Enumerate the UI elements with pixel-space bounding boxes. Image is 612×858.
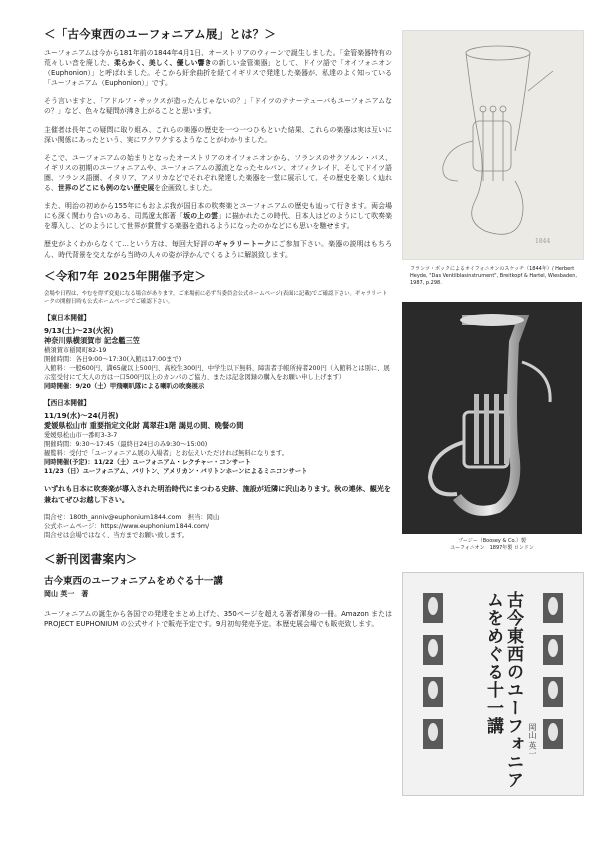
caption-line: ブージー（Boosey & Co.）製 [457, 537, 527, 544]
text: 」に描かれたこの時代、日本人はどのようにして吹奏楽を導入し、どのようにして世界が賞賛する楽器を造れるようになったのかなどにも思いを馳せます。 [44, 212, 393, 231]
about-heading: ＜「古今東西のユーフォニアム展」とは？＞ [44, 27, 277, 41]
west-line: 観覧料：受付で「ユーフォニアム展の入場者」とお伝えいただければ無料になります。 [44, 450, 289, 457]
book-cover-image [402, 572, 584, 796]
emphasis: 坂の上の雲 [183, 212, 219, 221]
about-paragraph-1 [44, 48, 392, 88]
contact-block [44, 513, 392, 541]
right-column [402, 30, 582, 796]
about-paragraph-2: そう言いますと、「アドルフ・サックスが造ったんじゃないの？」「ドイツのテナーテューバもユーフォニアムなの？」など、色々な疑問が沸き上がることと思います。 [44, 97, 392, 116]
about-paragraph-5 [44, 201, 392, 231]
east-line: 開催時間：各日9:00〜17:30(入館は17:00まで) [44, 356, 182, 363]
west-venue: 愛媛県松山市 重要指定文化財 萬翠荘1階 謁見の間、晩餐の間 [44, 421, 244, 430]
west-label: 【西日本開催】 [44, 399, 91, 407]
west-line: 愛媛県松山市一番町3-3-7 [44, 432, 118, 439]
text: にご参加下さい。楽器の説明はもちろん、時代背景を交えながら当時の人々の姿が浮かんでくるように解説致します。 [44, 240, 393, 259]
book-description: ユーフォニアムの誕生から各国での発達をまとめ上げた、350ページを超える著者渾身の一冊。Amazon または PROJECT EUPHONIUM の公式サイトで販売予定です。9月初旬発売予定。本歴史展会場でも販売致します。 [44, 609, 392, 628]
west-line: 開催時間：9:30〜17:45（最終日24日のみ9:30〜15:00) [44, 441, 208, 448]
schedule-heading: ＜令和7年 2025年開催予定＞ [44, 268, 207, 283]
about-paragraph-6 [44, 239, 392, 259]
boosey-euphonion-photo [402, 302, 582, 534]
west-concurrent: 同時開催(予定)：11/22（土）ユーフォニアム・レクチャー・コンサート [44, 459, 251, 466]
contact-line: 問合せは会場ではなく、当方までお願い致します。 [44, 532, 189, 540]
about-paragraph-3: 主催者は長年この疑問に取り組み、これらの楽器の歴史を一つ一つひもといた結果、これらの楽器は実は互いに深い関係にあったという、実にワクワクするようなことがわかりました。 [44, 125, 392, 144]
sketch-caption: フランツ・ボックによるオイフォニオンのスケッチ（1844年）/ Herbert Heyde, "Das Ventilblasinstrument", Breitkopf & Hartel, Wiesbaden, 1987, p.298. [410, 266, 578, 287]
photo-caption [402, 538, 582, 552]
schedule-note: 会場や日程は、やむを得ず変更になる場合があります。ご来場前に必ず当委員会公式ホームページ(表面に記載)でご確認下さい。ギャラリートークの開催日時も公式ホームページでご確認下さい。 [44, 290, 388, 305]
east-line: 横須賀市稲岡町82-19 [44, 347, 107, 354]
west-date: 11/19(水)〜24(月祝) [44, 411, 119, 420]
text: 歴史がよくわからなくて…という方は、毎回大好評の [44, 240, 215, 249]
east-line: 入館料：一般600円、満65歳以上500円、高校生300円、中学生以下無料、障害者手帳所持者200円（入館料とは別に、展示室受付にて大人の方は一口500円以上のカンパのご協力、または記念図録の購入をお願い申し上げます） [44, 365, 390, 381]
east-label: 【東日本開催】 [44, 314, 91, 322]
caption-line: ユーフォニオン 1897年製 ロンドン [450, 544, 534, 551]
text: ユーフォニアムは今から181年前の1844年4月1日、オーストリアのウィーンで誕生しました。「金管楽器特有の荒々しい音を廃した、 [44, 49, 392, 68]
books-heading: ＜新刊図書案内＞ [44, 551, 138, 566]
text: そこで、ユーフォニアムの始まりとなったオーストリアのオイフォニオンから、フランスのサクソルン・バス、イギリスの初期のユーフォニアムや、ユーフォニアムの源流となったセルパン、オフィクレイド、そしてドイツ語圏、フランス語圏、イタリア、アメリカなどでそれぞれ発達した楽器を一堂に展示して、その歴史を楽しく辿れる、 [44, 153, 392, 193]
east-concurrent: 同時開催：9/20（土）甲飛喇叭隊による喇叭の吹奏展示 [44, 383, 205, 390]
book-author: 岡山 英一 著 [44, 588, 89, 598]
left-column [44, 26, 392, 637]
emphasis: ギャラリートーク [214, 240, 272, 249]
cover-author: 岡山 英一 [528, 723, 537, 758]
text: を企画致しました。 [154, 184, 217, 193]
sketch-signature: 1844 [535, 238, 551, 245]
west-concurrent: 11/23（日）ユーフォニアム、バリトン、アメリカン・バリトンホーンによるミニコンサート [44, 468, 308, 475]
about-paragraph-4 [44, 153, 392, 193]
euphonion-sketch-image [402, 30, 584, 260]
east-date: 9/13(土)〜23(火祝) [44, 326, 114, 335]
east-venue: 神奈川県横須賀市 記念艦三笠 [44, 336, 140, 345]
text: の新しい金管楽器」として、ドイツ語で「オイフォニオン（Euphonion）」と呼ばれました。そこから紆余曲折を経てイギリスで発達した楽器が、私達のよく知っている「ユーフォニアム（Euphonion）」です。 [44, 59, 392, 88]
book-title: 古今東西のユーフォニアムをめぐる十一講 [44, 575, 223, 587]
emphasis: 柔らかく、美しく、優しい響き [113, 59, 212, 68]
cover-title: 古今東西のユーフォニアムをめぐる十一講 [483, 591, 523, 790]
emphasis: 世界のどこにも例のない歴史展 [57, 184, 155, 193]
contact-line[interactable]: 問合せ：180th_anniv@euphonium1844.com 担当：岡山 [44, 514, 220, 521]
text: また、明治の初めから155年にもおよぶ我が国日本の吹奏楽とユーフォニアムの歴史も辿って行きます。両会場にも深く関わり合いのある、司馬遼太郎著「 [44, 202, 392, 221]
contact-line[interactable]: 公式ホームページ：https://www.euphonium1844.com/ [44, 523, 210, 531]
tourism-notice: いずれも日本に吹奏楽が導入された明治時代にまつわる史跡、施設が近隣に沢山あります。秋の連休、観光を兼ねてぜひお越し下さい。 [44, 484, 392, 504]
